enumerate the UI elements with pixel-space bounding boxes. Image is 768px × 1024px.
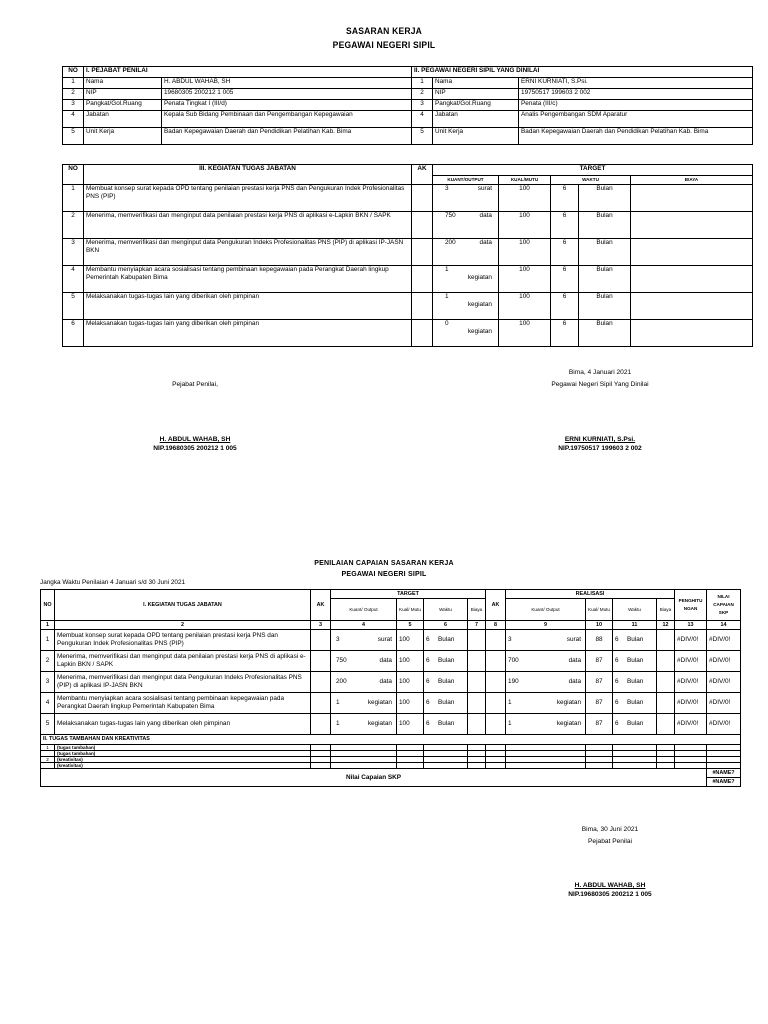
task-mutu: 100 bbox=[499, 239, 551, 266]
info-row-label-2: Jabatan bbox=[433, 111, 519, 128]
doc1-task-hdr-ak: AK bbox=[412, 165, 433, 185]
target-waktu-value: 6 bbox=[426, 699, 430, 706]
doc2-row-ak2 bbox=[486, 630, 506, 651]
doc2-real-waktu bbox=[613, 693, 657, 714]
task-ak bbox=[412, 212, 433, 239]
task-mutu: 100 bbox=[499, 212, 551, 239]
task-biaya bbox=[631, 320, 753, 347]
column-number: 6 bbox=[424, 621, 468, 630]
target-waktu-unit: Bulan bbox=[438, 636, 455, 643]
doc1-task-row bbox=[63, 293, 753, 320]
extra-row-label: (tugas tambahan) bbox=[55, 751, 311, 757]
doc2-target-mutu: 100 bbox=[397, 714, 424, 735]
doc1-task-row bbox=[63, 320, 753, 347]
task-qty: 750 bbox=[445, 212, 456, 219]
doc2-row-ak bbox=[311, 693, 331, 714]
doc2-column-numbers bbox=[41, 621, 741, 630]
doc2-penghitungan: #DIV/0! bbox=[675, 630, 707, 651]
doc2-row-description: Membuat konsep surat kepada OPD tentang penilaian prestasi kerja PNS dan Pengukuran Indek Profesionalitas PNS (PIP) bbox=[55, 630, 311, 651]
doc2-row bbox=[41, 630, 741, 651]
doc2-hdr-ak2: AK bbox=[486, 590, 506, 621]
column-number: 12 bbox=[657, 621, 675, 630]
task-description: Menerima, memverifikasi dan menginput data penilaian prestasi kerja PNS di aplikasi e-Lapkin BKN / SAPK bbox=[84, 212, 412, 239]
task-waktu: 6 bbox=[551, 293, 579, 320]
doc1-task-hdr-biaya: BIAYA bbox=[631, 176, 753, 185]
doc2-title-line2: PEGAWAI NEGERI SIPIL bbox=[341, 569, 427, 578]
doc2-row-description: Membantu menyiapkan acara sosialisasi tentang pembinaan kepegawaian pada Perangkat Daerah lingkup Pemerintah Kabupaten Bima bbox=[55, 693, 311, 714]
target-qty: 3 bbox=[336, 636, 340, 643]
extra-row-label: (tugas tambahan) bbox=[55, 745, 311, 751]
doc2-real-biaya bbox=[657, 693, 675, 714]
task-description: Melaksanakan tugas-tugas lain yang diberikan oleh pimpinan bbox=[84, 293, 412, 320]
doc2-real-waktu bbox=[613, 651, 657, 672]
info-row-no-2: 1 bbox=[412, 78, 433, 89]
real-unit: kegiatan bbox=[556, 699, 582, 706]
info-row-label: Unit Kerja bbox=[84, 128, 162, 145]
doc2-hdr-t-kuant: Kuant/ Output bbox=[331, 599, 397, 621]
task-no: 5 bbox=[63, 293, 84, 320]
doc1-hdr-no: NO bbox=[63, 67, 84, 78]
doc2-real-mutu: 87 bbox=[586, 651, 613, 672]
info-row-value-pegawai: ERNI KURNIATI, S.Psi. bbox=[519, 78, 753, 89]
task-no: 2 bbox=[63, 212, 84, 239]
doc2-hdr-realisasi: REALISASI bbox=[506, 590, 675, 599]
doc2-sig-block bbox=[510, 881, 710, 899]
doc1-task-hdr-kual: KUAL/MUTU bbox=[499, 176, 551, 185]
doc2-target-biaya bbox=[468, 714, 486, 735]
real-waktu-value: 6 bbox=[615, 699, 619, 706]
real-qty: 1 bbox=[508, 720, 512, 727]
doc2-real-waktu bbox=[613, 630, 657, 651]
task-waktu-unit: Bulan bbox=[579, 185, 631, 212]
doc2-footer-val2: #NAME? bbox=[707, 778, 741, 787]
doc1-sig-left-block bbox=[100, 435, 290, 453]
task-description: Melaksanakan tugas-tugas lain yang diberikan oleh pimpinan bbox=[84, 320, 412, 347]
task-waktu: 6 bbox=[551, 266, 579, 293]
doc1-sig-left-name: H. ABDUL WAHAB, SH bbox=[159, 436, 231, 443]
doc2-hdr-r-kual: Kual/ Mutu bbox=[586, 599, 613, 621]
column-number: 1 bbox=[41, 621, 55, 630]
doc2-target-biaya bbox=[468, 693, 486, 714]
doc1-sig-right-nip: NIP.19750517 199603 2 002 bbox=[558, 445, 642, 452]
info-row-no-2: 3 bbox=[412, 100, 433, 111]
task-description: Membantu menyiapkan acara sosialisasi tentang pembinaan kepegawaian pada Perangkat Daerah lingkup Pemerintah Kabupaten Bima bbox=[84, 266, 412, 293]
doc1-sig-right-block bbox=[500, 435, 700, 453]
task-mutu: 100 bbox=[499, 185, 551, 212]
real-waktu-value: 6 bbox=[615, 678, 619, 685]
real-waktu-unit: Bulan bbox=[627, 678, 644, 685]
task-biaya bbox=[631, 212, 753, 239]
info-row-value-pejabat: 19680305 200212 1 005 bbox=[162, 89, 412, 100]
real-qty: 1 bbox=[508, 699, 512, 706]
extra-row-label: (kreativitas) bbox=[55, 757, 311, 763]
target-unit: data bbox=[379, 678, 392, 685]
doc2-target-waktu bbox=[424, 672, 468, 693]
doc2-penghitungan: #DIV/0! bbox=[675, 651, 707, 672]
task-unit: data bbox=[479, 239, 492, 246]
doc2-target-mutu: 100 bbox=[397, 672, 424, 693]
doc1-info-row bbox=[63, 78, 753, 89]
doc2-nilai: #DIV/0! bbox=[707, 651, 741, 672]
target-waktu-value: 6 bbox=[426, 657, 430, 664]
extra-row-label: (kreativitas) bbox=[55, 763, 311, 769]
doc2-hdr-penghitungan: PENGHITU NGAN bbox=[675, 590, 707, 621]
doc2-row-no: 5 bbox=[41, 714, 55, 735]
doc2-penghitungan: #DIV/0! bbox=[675, 693, 707, 714]
column-number: 13 bbox=[675, 621, 707, 630]
doc2-real-biaya bbox=[657, 630, 675, 651]
real-waktu-value: 6 bbox=[615, 720, 619, 727]
doc2-hdr-t-kual: Kual/ Mutu bbox=[397, 599, 424, 621]
target-unit: kegiatan bbox=[367, 720, 392, 727]
doc2-table bbox=[40, 589, 741, 787]
doc2-target-kuant bbox=[331, 693, 397, 714]
task-biaya bbox=[631, 293, 753, 320]
doc2-hdr-r-kuant: Kuant/ Output bbox=[506, 599, 586, 621]
task-waktu: 6 bbox=[551, 212, 579, 239]
info-row-label-2: Pangkat/Gol.Ruang bbox=[433, 100, 519, 111]
task-description: Menerima, memverifikasi dan menginput data Pengukuran Indeks Profesionalitas PNS (PIP) di aplikasi IP-JASN BKN bbox=[84, 239, 412, 266]
info-row-value-pegawai: Penata (III/c) bbox=[519, 100, 753, 111]
task-waktu-unit: Bulan bbox=[579, 293, 631, 320]
doc2-real-kuant bbox=[506, 651, 586, 672]
extra-row-no: 2 bbox=[41, 757, 55, 763]
doc2-sig-nip: NIP.19680305 200212 1 005 bbox=[568, 891, 652, 898]
doc2-real-mutu: 88 bbox=[586, 630, 613, 651]
task-qty: 1 bbox=[445, 266, 449, 273]
doc1-info-row bbox=[63, 89, 753, 100]
real-unit: surat bbox=[566, 636, 582, 643]
doc2-real-kuant bbox=[506, 630, 586, 651]
doc2-hdr-no: NO bbox=[41, 590, 55, 621]
doc2-real-biaya bbox=[657, 714, 675, 735]
doc1-title-line1: SASARAN KERJA bbox=[345, 26, 423, 36]
info-row-label-2: Nama bbox=[433, 78, 519, 89]
doc1-sig-left-nip: NIP.19680305 200212 1 005 bbox=[153, 445, 237, 452]
target-waktu-unit: Bulan bbox=[438, 657, 455, 664]
doc2-target-waktu bbox=[424, 693, 468, 714]
info-row-value-pejabat: H. ABDUL WAHAB, SH bbox=[162, 78, 412, 89]
info-row-label: NIP bbox=[84, 89, 162, 100]
doc2-footer-val1: #NAME? bbox=[707, 769, 741, 778]
target-waktu-unit: Bulan bbox=[438, 720, 455, 727]
task-ak bbox=[412, 293, 433, 320]
doc2-real-waktu bbox=[613, 672, 657, 693]
doc2-sig-date: Bima, 30 Juni 2021 bbox=[581, 826, 639, 833]
target-qty: 1 bbox=[336, 720, 340, 727]
doc2-target-biaya bbox=[468, 672, 486, 693]
doc2-target-biaya bbox=[468, 630, 486, 651]
doc2-hdr-r-waktu: Waktu bbox=[613, 599, 657, 621]
task-waktu-unit: Bulan bbox=[579, 320, 631, 347]
column-number: 10 bbox=[586, 621, 613, 630]
doc2-hdr-target: TARGET bbox=[331, 590, 486, 599]
task-ak bbox=[412, 239, 433, 266]
task-biaya bbox=[631, 185, 753, 212]
doc2-hdr-r-biaya: Biaya bbox=[657, 599, 675, 621]
doc1-task-hdr-kuant: KUANT/OUTPUT bbox=[433, 176, 499, 185]
info-row-value-pegawai: Badan Kepegawaian Daerah dan Pendidikan Pelatihan Kab. Bima bbox=[519, 128, 753, 145]
doc2-row-description: Menerima, memverifikasi dan menginput data penilaian prestasi kerja PNS di aplikasi e-Lapkin BKN / SAPK bbox=[55, 651, 311, 672]
info-row-value-pejabat: Penata Tingkat I (III/d) bbox=[162, 100, 412, 111]
doc1-sig-right-role: Pegawai Negeri Sipil Yang Dinilai bbox=[551, 381, 649, 388]
task-ak bbox=[412, 266, 433, 293]
real-unit: data bbox=[568, 657, 582, 664]
column-number: 5 bbox=[397, 621, 424, 630]
target-qty: 200 bbox=[336, 678, 347, 685]
info-row-value-pejabat: Kepala Sub Bidang Pembinaan dan Pengembangan Kepegawaian bbox=[162, 111, 412, 128]
column-number: 8 bbox=[486, 621, 506, 630]
real-unit: data bbox=[568, 678, 582, 685]
doc1-task-hdr-kegiatan: III. KEGIATAN TUGAS JABATAN bbox=[84, 165, 412, 185]
doc2-real-mutu: 87 bbox=[586, 672, 613, 693]
column-number: 7 bbox=[468, 621, 486, 630]
doc2-title-line1: PENILAIAN CAPAIAN SASARAN KERJA bbox=[314, 558, 454, 567]
doc2-hdr-nilai: NILAI CAPAIAN SKP bbox=[707, 590, 741, 621]
info-row-no: 1 bbox=[63, 78, 84, 89]
doc1-info-row bbox=[63, 100, 753, 111]
doc2-body bbox=[41, 630, 741, 735]
doc1-sig-left-role: Pejabat Penilai, bbox=[172, 381, 218, 388]
doc2-row-no: 1 bbox=[41, 630, 55, 651]
task-ak bbox=[412, 185, 433, 212]
doc2-nilai: #DIV/0! bbox=[707, 672, 741, 693]
doc2-real-kuant bbox=[506, 672, 586, 693]
task-kuant bbox=[433, 212, 499, 239]
doc1-task-row bbox=[63, 266, 753, 293]
info-row-value-pegawai: Analis Pengembangan SDM Aparatur bbox=[519, 111, 753, 128]
doc2-extra-body bbox=[41, 745, 741, 769]
doc1-sig-date: Bima, 4 Januari 2021 bbox=[568, 369, 632, 376]
task-qty: 1 bbox=[445, 293, 449, 300]
info-row-label-2: Unit Kerja bbox=[433, 128, 519, 145]
info-row-label: Jabatan bbox=[84, 111, 162, 128]
doc1-info-row bbox=[63, 128, 753, 145]
task-no: 3 bbox=[63, 239, 84, 266]
task-kuant bbox=[433, 320, 499, 347]
real-waktu-unit: Bulan bbox=[627, 720, 644, 727]
doc1-task-hdr-no: NO bbox=[63, 165, 84, 185]
doc2-hdr-kegiatan: I. KEGIATAN TUGAS JABATAN bbox=[55, 590, 311, 621]
doc2-hdr-ak: AK bbox=[311, 590, 331, 621]
doc2-target-mutu: 100 bbox=[397, 630, 424, 651]
target-unit: surat bbox=[377, 636, 392, 643]
doc2-sig-role: Pejabat Penilai bbox=[588, 838, 632, 845]
column-number: 11 bbox=[613, 621, 657, 630]
doc1-task-hdr-target: TARGET bbox=[433, 165, 753, 176]
info-row-value-pejabat: Badan Kepegawaian Daerah dan Pendidikan Pelatihan Kab. Bima bbox=[162, 128, 412, 145]
task-kuant bbox=[433, 293, 499, 320]
doc2-real-kuant bbox=[506, 714, 586, 735]
info-row-no-2: 2 bbox=[412, 89, 433, 100]
doc2-row-ak bbox=[311, 714, 331, 735]
target-unit: data bbox=[379, 657, 392, 664]
doc2-row-no: 4 bbox=[41, 693, 55, 714]
doc2-target-waktu bbox=[424, 630, 468, 651]
doc2-real-biaya bbox=[657, 651, 675, 672]
doc2-row-ak2 bbox=[486, 672, 506, 693]
info-row-label: Nama bbox=[84, 78, 162, 89]
doc2-penghitungan: #DIV/0! bbox=[675, 672, 707, 693]
doc2-real-biaya bbox=[657, 672, 675, 693]
info-row-no-2: 4 bbox=[412, 111, 433, 128]
task-kuant bbox=[433, 239, 499, 266]
task-unit: data bbox=[479, 212, 492, 219]
extra-row-no: 1 bbox=[41, 745, 55, 751]
doc1-info-row bbox=[63, 111, 753, 128]
info-row-value-pegawai: 19750517 199603 2 002 bbox=[519, 89, 753, 100]
doc2-penghitungan: #DIV/0! bbox=[675, 714, 707, 735]
target-qty: 1 bbox=[336, 699, 340, 706]
task-unit: surat bbox=[477, 185, 492, 192]
doc1-task-row bbox=[63, 212, 753, 239]
doc2-row-no: 3 bbox=[41, 672, 55, 693]
doc2-target-waktu bbox=[424, 714, 468, 735]
doc2-section2: II. TUGAS TAMBAHAN DAN KREATIVITAS bbox=[41, 735, 741, 745]
doc1-task-row bbox=[63, 185, 753, 212]
doc2-row bbox=[41, 651, 741, 672]
task-waktu: 6 bbox=[551, 185, 579, 212]
doc2-target-kuant bbox=[331, 651, 397, 672]
task-biaya bbox=[631, 239, 753, 266]
doc2-nilai: #DIV/0! bbox=[707, 714, 741, 735]
doc2-real-mutu: 87 bbox=[586, 693, 613, 714]
task-description: Membuat konsep surat kepada OPD tentang penilaian prestasi kerja PNS dan Pengukuran Indek Profesionalitas PNS (PIP) bbox=[84, 185, 412, 212]
doc1-task-body bbox=[63, 185, 753, 347]
doc2-row-ak bbox=[311, 672, 331, 693]
doc2-nilai: #DIV/0! bbox=[707, 693, 741, 714]
task-waktu-unit: Bulan bbox=[579, 212, 631, 239]
task-mutu: 100 bbox=[499, 266, 551, 293]
info-row-label: Pangkat/Gol.Ruang bbox=[84, 100, 162, 111]
column-number: 3 bbox=[311, 621, 331, 630]
task-kuant bbox=[433, 185, 499, 212]
target-waktu-unit: Bulan bbox=[438, 678, 455, 685]
target-waktu-value: 6 bbox=[426, 720, 430, 727]
task-mutu: 100 bbox=[499, 320, 551, 347]
doc2-row-ak2 bbox=[486, 693, 506, 714]
target-waktu-value: 6 bbox=[426, 678, 430, 685]
doc2-target-mutu: 100 bbox=[397, 693, 424, 714]
task-waktu-unit: Bulan bbox=[579, 266, 631, 293]
doc1-task-row bbox=[63, 239, 753, 266]
doc2-row-ak bbox=[311, 651, 331, 672]
doc2-row-description: Melaksanakan tugas-tugas lain yang diberikan oleh pimpinan bbox=[55, 714, 311, 735]
task-qty: 3 bbox=[445, 185, 449, 192]
doc1-title-line2: PEGAWAI NEGERI SIPIL bbox=[332, 40, 436, 50]
doc2-hdr-t-waktu: Waktu bbox=[424, 599, 468, 621]
doc1-task-table bbox=[62, 164, 753, 347]
task-waktu-unit: Bulan bbox=[579, 239, 631, 266]
task-no: 4 bbox=[63, 266, 84, 293]
info-row-label-2: NIP bbox=[433, 89, 519, 100]
task-no: 1 bbox=[63, 185, 84, 212]
doc2-target-waktu bbox=[424, 651, 468, 672]
task-no: 6 bbox=[63, 320, 84, 347]
doc1-hdr-pegawai: II. PEGAWAI NEGERI SIPIL YANG DINILAI bbox=[412, 67, 753, 78]
task-unit: kegiatan bbox=[467, 301, 492, 308]
real-waktu-value: 6 bbox=[615, 636, 619, 643]
info-row-no: 5 bbox=[63, 128, 84, 145]
target-unit: kegiatan bbox=[367, 699, 392, 706]
task-qty: 200 bbox=[445, 239, 456, 246]
doc2-footer-label: Nilai Capaian SKP bbox=[41, 769, 707, 787]
doc2-target-biaya bbox=[468, 651, 486, 672]
target-waktu-value: 6 bbox=[426, 636, 430, 643]
task-biaya bbox=[631, 266, 753, 293]
real-waktu-value: 6 bbox=[615, 657, 619, 664]
doc2-row bbox=[41, 714, 741, 735]
doc2-real-kuant bbox=[506, 693, 586, 714]
info-row-no: 3 bbox=[63, 100, 84, 111]
real-qty: 700 bbox=[508, 657, 519, 664]
doc2-row-ak2 bbox=[486, 714, 506, 735]
column-number: 2 bbox=[55, 621, 311, 630]
doc1-info-table bbox=[62, 66, 753, 145]
doc1-sig-right-name: ERNI KURNIATI, S.Psi. bbox=[564, 436, 636, 443]
column-number: 14 bbox=[707, 621, 741, 630]
task-kuant bbox=[433, 266, 499, 293]
real-unit: kegiatan bbox=[556, 720, 582, 727]
info-row-no: 2 bbox=[63, 89, 84, 100]
task-mutu: 100 bbox=[499, 293, 551, 320]
real-waktu-unit: Bulan bbox=[627, 636, 644, 643]
doc2-row-ak2 bbox=[486, 651, 506, 672]
real-waktu-unit: Bulan bbox=[627, 699, 644, 706]
doc1-info-body bbox=[63, 78, 753, 145]
doc2-row bbox=[41, 672, 741, 693]
task-unit: kegiatan bbox=[467, 328, 492, 335]
doc1-hdr-pejabat: I. PEJABAT PENILAI bbox=[84, 67, 412, 78]
doc1-task-hdr-waktu: WAKTU bbox=[551, 176, 631, 185]
doc2-row-no: 2 bbox=[41, 651, 55, 672]
doc2-row-description: Menerima, memverifikasi dan menginput data Pengukuran Indeks Profesionalitas PNS (PIP) di aplikasi IP-JASN BKN bbox=[55, 672, 311, 693]
task-waktu: 6 bbox=[551, 239, 579, 266]
column-number: 9 bbox=[506, 621, 586, 630]
doc2-target-mutu: 100 bbox=[397, 651, 424, 672]
info-row-no-2: 5 bbox=[412, 128, 433, 145]
doc2-sig-name: H. ABDUL WAHAB, SH bbox=[574, 882, 646, 889]
column-number: 4 bbox=[331, 621, 397, 630]
doc2-real-waktu bbox=[613, 714, 657, 735]
doc2-row bbox=[41, 693, 741, 714]
doc2-target-kuant bbox=[331, 630, 397, 651]
real-qty: 190 bbox=[508, 678, 519, 685]
task-waktu: 6 bbox=[551, 320, 579, 347]
doc2-target-kuant bbox=[331, 714, 397, 735]
real-waktu-unit: Bulan bbox=[627, 657, 644, 664]
doc2-hdr-t-biaya: Biaya bbox=[468, 599, 486, 621]
doc2-period: Jangka Waktu Penilaian 4 Januari s/d 30 Juni 2021 bbox=[40, 579, 186, 586]
task-unit: kegiatan bbox=[467, 274, 492, 281]
info-row-no: 4 bbox=[63, 111, 84, 128]
doc2-target-kuant bbox=[331, 672, 397, 693]
target-qty: 750 bbox=[336, 657, 347, 664]
doc2-row-ak bbox=[311, 630, 331, 651]
doc2-real-mutu: 87 bbox=[586, 714, 613, 735]
task-qty: 0 bbox=[445, 320, 449, 327]
target-waktu-unit: Bulan bbox=[438, 699, 455, 706]
real-qty: 3 bbox=[508, 636, 512, 643]
doc2-nilai: #DIV/0! bbox=[707, 630, 741, 651]
task-ak bbox=[412, 320, 433, 347]
